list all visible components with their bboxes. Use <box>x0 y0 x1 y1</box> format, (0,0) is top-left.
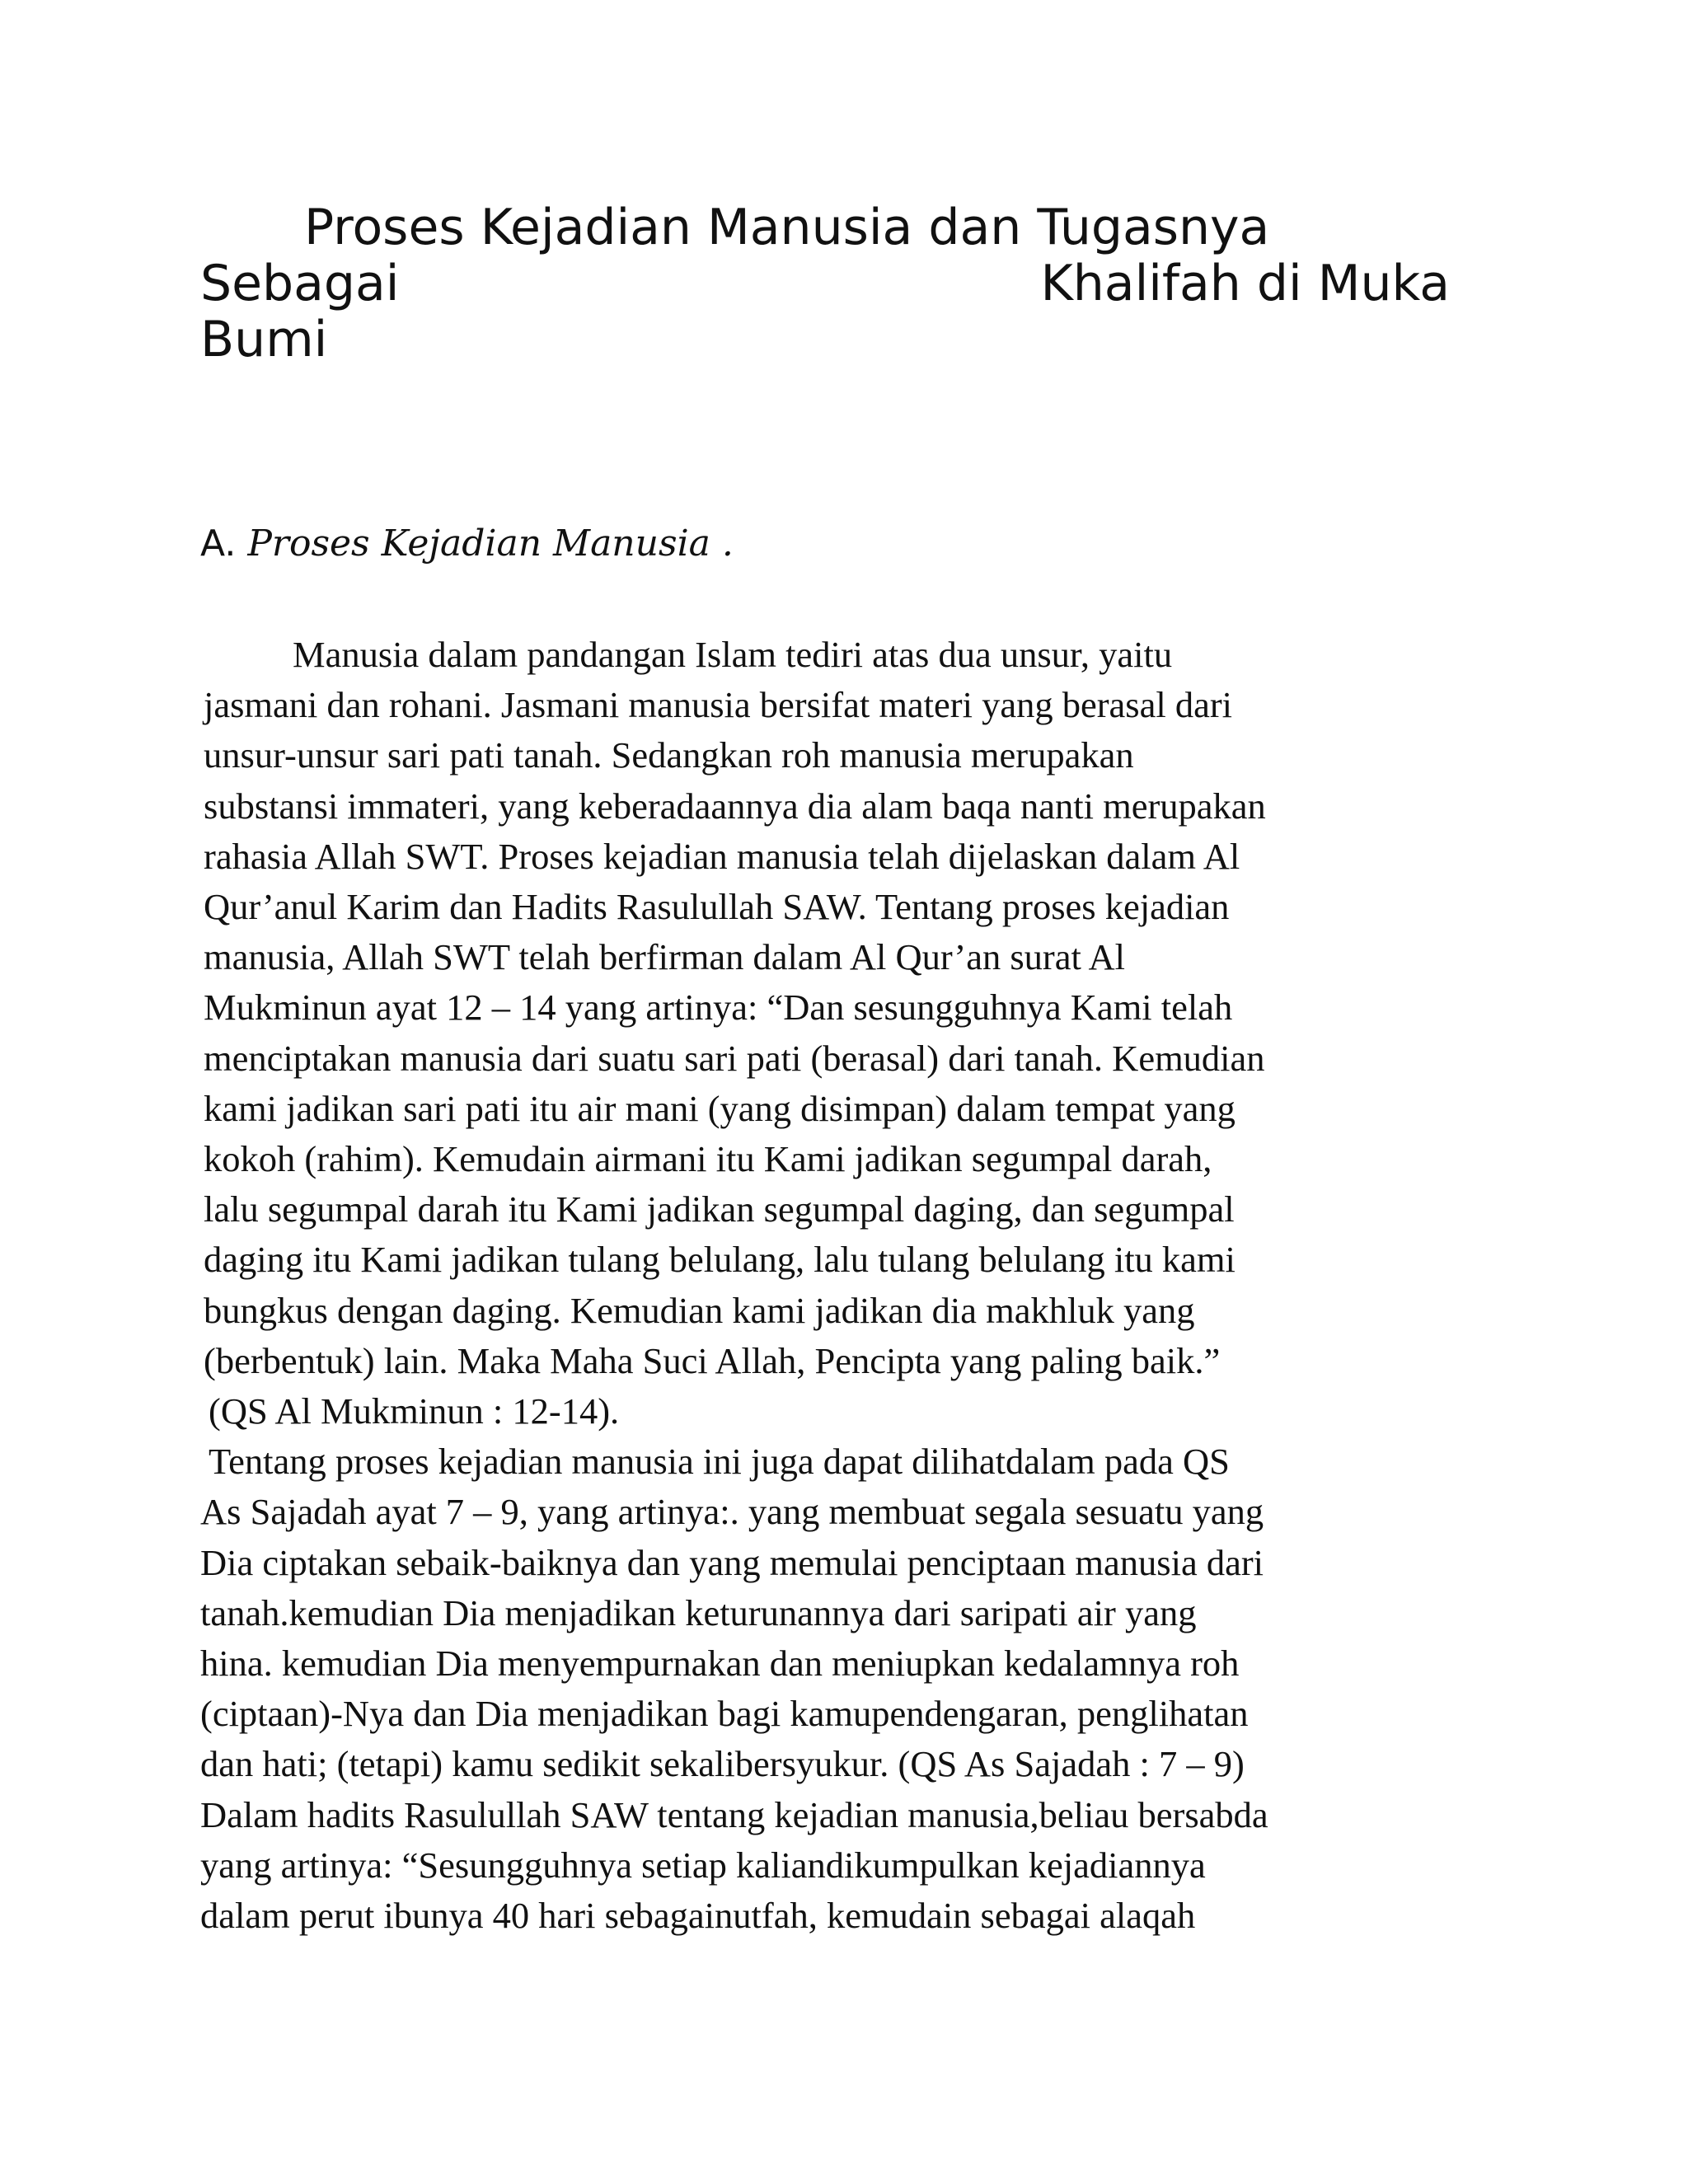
body-line: dalam perut ibunya 40 hari sebagainutfah, kemudain sebagai alaqah <box>200 1895 1196 1937</box>
body-line: yang artinya: “Sesungguhnya setiap kaliandikumpulkan kejadiannya <box>200 1844 1206 1886</box>
title-line-1: Proses Kejadian Manusia dan Tugasnya <box>304 199 1270 256</box>
body-line: kami jadikan sari pati itu air mani (yang disimpan) dalam tempat yang <box>204 1087 1236 1129</box>
body-line: Dalam hadits Rasulullah SAW tentang kejadian manusia,beliau bersabda <box>200 1793 1268 1835</box>
body-line: jasmani dan rohani. Jasmani manusia bersifat materi yang berasal dari <box>204 684 1233 726</box>
body-line: unsur-unsur sari pati tanah. Sedangkan roh manusia merupakan <box>204 734 1134 776</box>
body-line: Mukminun ayat 12 – 14 yang artinya: “Dan sesungguhnya Kami telah <box>204 987 1233 1029</box>
body-line: kokoh (rahim). Kemudain airmani itu Kami jadikan segumpal darah, <box>204 1138 1212 1180</box>
body-line: Qur’anul Karim dan Hadits Rasulullah SAW. Tentang proses kejadian <box>204 886 1230 928</box>
section-title: Proses Kejadian Manusia . <box>247 523 734 565</box>
body-text <box>200 630 1470 1941</box>
body-line: daging itu Kami jadikan tulang belulang, lalu tulang belulang itu kami <box>204 1239 1236 1281</box>
body-line: (ciptaan)-Nya dan Dia menjadikan bagi kamupendengaran, penglihatan <box>200 1693 1249 1735</box>
body-line: lalu segumpal darah itu Kami jadikan segumpal daging, dan segumpal <box>204 1188 1235 1230</box>
title-line-2-right: Khalifah di Muka <box>1040 255 1450 312</box>
body-line: menciptakan manusia dari suatu sari pati (berasal) dari tanah. Kemudian <box>204 1037 1265 1079</box>
title-line-2-left: Sebagai <box>200 255 400 312</box>
body-line: Tentang proses kejadian manusia ini juga dapat dilihatdalam pada QS <box>209 1441 1230 1483</box>
body-line: Dia ciptakan sebaik-baiknya dan yang memulai penciptaan manusia dari <box>200 1541 1264 1583</box>
title-line-2 <box>200 255 1450 312</box>
body-line: (QS Al Mukminun : 12-14). <box>209 1390 620 1432</box>
body-line: (berbentuk) lain. Maka Maha Suci Allah, Pencipta yang paling baik.” <box>204 1339 1221 1381</box>
body-line: rahasia Allah SWT. Proses kejadian manusia telah dijelaskan dalam Al <box>204 835 1240 877</box>
title-line-3: Bumi <box>200 311 328 368</box>
body-line: dan hati; (tetapi) kamu sedikit sekalibersyukur. (QS As Sajadah : 7 – 9) <box>200 1743 1245 1785</box>
body-line: manusia, Allah SWT telah berfirman dalam Al Qur’an surat Al <box>204 936 1125 978</box>
body-line: Manusia dalam pandangan Islam tediri atas dua unsur, yaitu <box>293 634 1173 675</box>
section-heading <box>200 521 734 567</box>
section-label: A. <box>200 523 237 565</box>
document-title <box>200 199 1453 368</box>
body-line: hina. kemudian Dia menyempurnakan dan meniupkan kedalamnya roh <box>200 1643 1240 1685</box>
body-line: As Sajadah ayat 7 – 9, yang artinya:. yang membuat segala sesuatu yang <box>200 1491 1264 1533</box>
body-line: substansi immateri, yang keberadaannya dia alam baqa nanti merupakan <box>204 785 1266 827</box>
body-line: bungkus dengan daging. Kemudian kami jadikan dia makhluk yang <box>204 1289 1195 1331</box>
body-line: tanah.kemudian Dia menjadikan keturunannya dari saripati air yang <box>200 1591 1197 1633</box>
